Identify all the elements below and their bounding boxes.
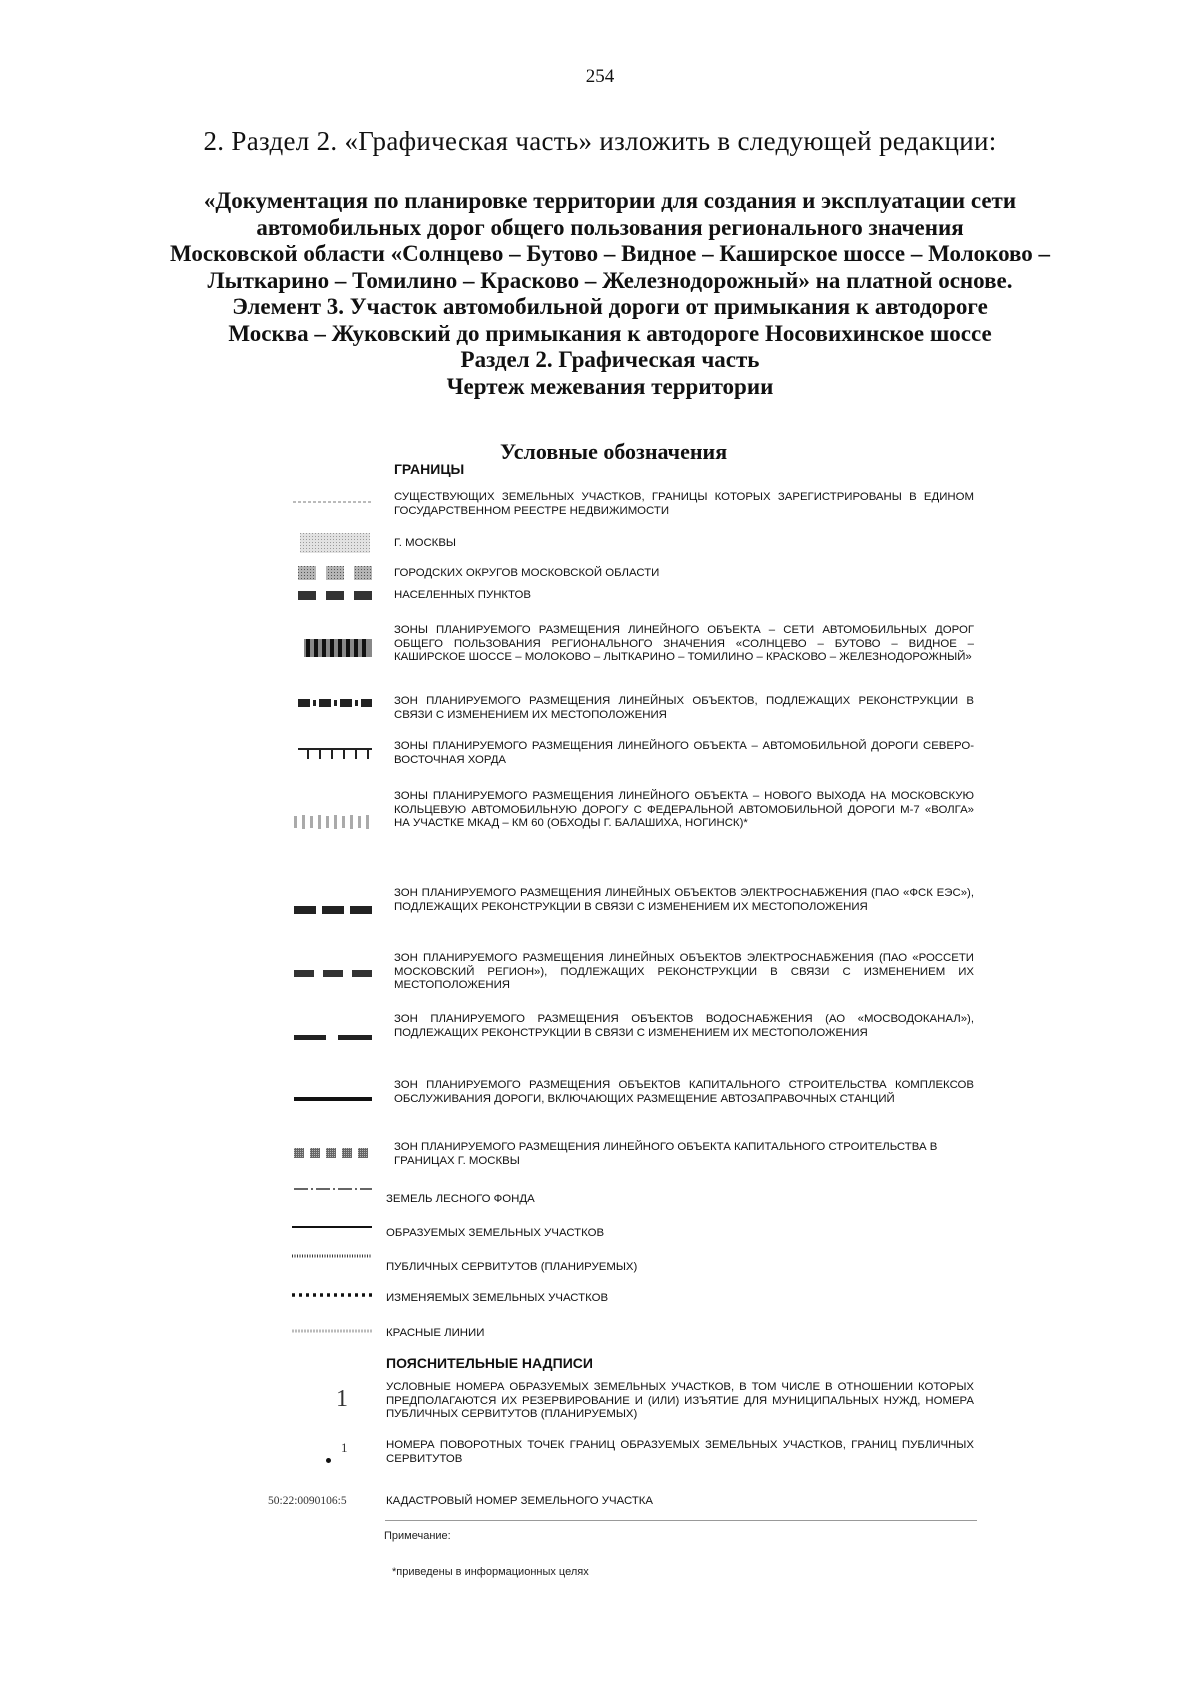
point-number-sample: 1 — [341, 1440, 348, 1455]
solid-bold-line-icon — [294, 1096, 372, 1102]
legend-item-text: ЗОНЫ ПЛАНИРУЕМОГО РАЗМЕЩЕНИЯ ЛИНЕЙНОГО ОБЪЕКТА – СЕТИ АВТОМОБИЛЬНЫХ ДОРОГ ОБЩЕГО ПОЛЬЗОВАНИЯ РЕГИОНАЛЬНОГО ЗНАЧЕНИЯ «СОЛНЦЕВО – БУТОВО – ВИДНОЕ – КАШИРСКОЕ ШОССЕ – МОЛОКОВО – ЛЫТКАРИНО – ТОМИЛИНО – КРАСКОВО – ЖЕЛЕЗНОДОРОЖНЫЙ» — [394, 624, 974, 664]
legend-item-text: ЗОНЫ ПЛАНИРУЕМОГО РАЗМЕЩЕНИЯ ЛИНЕЙНОГО ОБЪЕКТА – НОВОГО ВЫХОДА НА МОСКОВСКУЮ КОЛЬЦЕВУЮ АВТОМОБИЛЬНУЮ ДОРОГУ С ФЕДЕРАЛЬНОЙ АВТОМОБИЛЬНОЙ ДОРОГИ М-7 «ВОЛГА» НА УЧАСТКЕ МКАД – КМ 60 (ОБХОДЫ Г. БАЛАШИХА, НОГИНСК)* — [394, 790, 974, 830]
legend-heading: Условные обозначения — [500, 439, 728, 464]
gray-squares-icon — [298, 566, 372, 580]
solid-thin-line-icon — [292, 1225, 372, 1229]
title-line: Раздел 2. Графическая часть — [460, 347, 760, 372]
title-line: Лыткарино – Томилино – Красково – Железнодорожный» на платной основе. — [207, 267, 1013, 293]
legend-item-text: ЗОН ПЛАНИРУЕМОГО РАЗМЕЩЕНИЯ ОБЪЕКТОВ КАПИТАЛЬНОГО СТРОИТЕЛЬСТВА КОМПЛЕКСОВ ОБСЛУЖИВАНИЯ ДОРОГИ, ВКЛЮЧАЮЩИХ РАЗМЕЩЕНИЕ АВТОЗАПРАВОЧНЫХ СТАНЦИЙ — [394, 1079, 974, 1105]
legend-item-text: СУЩЕСТВУЮЩИХ ЗЕМЕЛЬНЫХ УЧАСТКОВ, ГРАНИЦЫ КОТОРЫХ ЗАРЕГИСТРИРОВАНЫ В ЕДИНОМ ГОСУДАРСТВЕННОМ РЕЕСТРЕ НЕДВИЖИМОСТИ — [394, 491, 974, 517]
legend-item-text: ЗОН ПЛАНИРУЕМОГО РАЗМЕЩЕНИЯ ЛИНЕЙНЫХ ОБЪЕКТОВ ЭЛЕКТРОСНАБЖЕНИЯ (ПАО «ФСК ЕЭС»), ПОДЛЕЖАЩИХ РЕКОНСТРУКЦИИ В СВЯЗИ С ИЗМЕНЕНИЕМ ИХ МЕСТОПОЛОЖЕНИЯ — [394, 887, 974, 913]
dotted-fine-icon — [292, 1254, 372, 1262]
section-intro: 2. Раздел 2. «Графическая часть» изложить в следующей редакции: — [203, 126, 997, 156]
title-line: Чертеж межевания территории — [446, 373, 774, 399]
legend-item-text: ИЗМЕНЯЕМЫХ ЗЕМЕЛЬНЫХ УЧАСТКОВ — [386, 1292, 609, 1304]
vertical-bars-icon — [304, 639, 372, 657]
medium-dashes-icon — [294, 970, 372, 977]
title-line: Москва – Жуковский до примыкания к автодороге Носовихинское шоссе — [228, 320, 992, 346]
legend-item-text: ЗЕМЕЛЬ ЛЕСНОГО ФОНДА — [386, 1193, 535, 1205]
legend-item-text: ГОРОДСКИХ ОКРУГОВ МОСКОВСКОЙ ОБЛАСТИ — [394, 567, 660, 579]
dash-dot-bold-icon — [298, 699, 372, 707]
legend-item-text: ЗОНЫ ПЛАНИРУЕМОГО РАЗМЕЩЕНИЯ ЛИНЕЙНОГО ОБЪЕКТА – АВТОМОБИЛЬНОЙ ДОРОГИ СЕВЕРО-ВОСТОЧНАЯ ХОРДА — [394, 740, 974, 766]
legend-label-text: УСЛОВНЫЕ НОМЕРА ОБРАЗУЕМЫХ ЗЕМЕЛЬНЫХ УЧАСТКОВ, В ТОМ ЧИСЛЕ В ОТНОШЕНИИ КОТОРЫХ ПРЕДПОЛАГАЮТСЯ ИХ РЕЗЕРВИРОВАНИЕ И (ИЛИ) ИЗЪЯТИЕ ДЛЯ МУНИЦИПАЛЬНЫХ НУЖД, НОМЕРА ПУБЛИЧНЫХ СЕРВИТУТОВ (ПЛАНИРУЕМЫХ) — [386, 1381, 974, 1421]
dash-dot-thin-icon — [294, 1186, 372, 1192]
hatched-band-icon — [300, 533, 370, 553]
legend-item-text: ЗОН ПЛАНИРУЕМОГО РАЗМЕЩЕНИЯ ЛИНЕЙНЫХ ОБЪЕКТОВ ЭЛЕКТРОСНАБЖЕНИЯ (ПАО «РОССЕТИ МОСКОВСКИЙ РЕГИОН»), ПОДЛЕЖАЩИХ РЕКОНСТРУКЦИИ В СВЯЗИ С ИЗМЕНЕНИЕМ ИХ МЕСТОПОЛОЖЕНИЯ — [394, 952, 974, 992]
title-line: «Документация по планировке территории для создания и эксплуатации сети — [203, 188, 1017, 213]
dark-dashes-icon — [298, 591, 372, 600]
legend-label-text: КАДАСТРОВЫЙ НОМЕР ЗЕМЕЛЬНОГО УЧАСТКА — [386, 1495, 654, 1507]
legend-item-text: КРАСНЫЕ ЛИНИИ — [386, 1327, 485, 1339]
legend-item-text: НАСЕЛЕННЫХ ПУНКТОВ — [394, 589, 531, 601]
long-dashes-icon — [294, 1035, 372, 1041]
legend-item-text: ЗОН ПЛАНИРУЕМОГО РАЗМЕЩЕНИЯ ЛИНЕЙНЫХ ОБЪЕКТОВ, ПОДЛЕЖАЩИХ РЕКОНСТРУКЦИИ В СВЯЗИ С ИЗМЕНЕНИЕМ ИХ МЕСТОПОЛОЖЕНИЯ — [394, 695, 974, 721]
legend-item-text: ЗОН ПЛАНИРУЕМОГО РАЗМЕЩЕНИЯ ОБЪЕКТОВ ВОДОСНАБЖЕНИЯ (АО «МОСВОДОКАНАЛ»), ПОДЛЕЖАЩИХ РЕКОНСТРУКЦИИ В СВЯЗИ С ИЗМЕНЕНИЕМ ИХ МЕСТОПОЛОЖЕНИЯ — [394, 1013, 974, 1039]
footnote: *приведены в информационных целях — [392, 1566, 589, 1578]
boundaries-section-title: ГРАНИЦЫ — [394, 461, 465, 477]
light-bars-icon — [294, 814, 370, 830]
labels-section-title: ПОЯСНИТЕЛЬНЫЕ НАДПИСИ — [386, 1355, 593, 1371]
title-line: Элемент 3. Участок автомобильной дороги от примыкания к автодороге — [232, 294, 988, 319]
parcel-number-sample: 1 — [336, 1386, 348, 1412]
note-label: Примечание: — [384, 1530, 451, 1542]
title-line: автомобильных дорог общего пользования регионального значения — [256, 214, 964, 240]
title-line: Московской области «Солнцево – Бутово – Видное – Каширское шоссе – Молоково – — [169, 241, 1051, 266]
faint-line-icon — [292, 1328, 372, 1334]
dotted-bold-icon — [292, 1292, 372, 1298]
comb-line-icon — [298, 748, 372, 760]
document-title — [120, 188, 1100, 400]
legend-item-text: Г. МОСКВЫ — [394, 537, 456, 549]
legend-label-text: НОМЕРА ПОВОРОТНЫХ ТОЧЕК ГРАНИЦ ОБРАЗУЕМЫХ ЗЕМЕЛЬНЫХ УЧАСТКОВ, ГРАНИЦ ПУБЛИЧНЫХ СЕРВИТУТОВ — [386, 1439, 974, 1465]
thin-dashed-line-icon — [293, 497, 371, 507]
legend-item-text: ПУБЛИЧНЫХ СЕРВИТУТОВ (ПЛАНИРУЕМЫХ) — [386, 1261, 638, 1273]
legend-item-text: ОБРАЗУЕМЫХ ЗЕМЕЛЬНЫХ УЧАСТКОВ — [386, 1227, 605, 1239]
heavy-dashes-icon — [294, 906, 372, 914]
cadastral-number-sample: 50:22:0090106:5 — [268, 1495, 347, 1507]
small-squares-icon — [294, 1148, 368, 1158]
legend-item-text: ЗОН ПЛАНИРУЕМОГО РАЗМЕЩЕНИЯ ЛИНЕЙНОГО ОБЪЕКТА КАПИТАЛЬНОГО СТРОИТЕЛЬСТВА В ГРАНИЦАХ Г. МОСКВЫ — [394, 1141, 938, 1167]
page-number: 254 — [585, 66, 615, 87]
note-separator — [385, 1520, 977, 1521]
turning-point-icon — [326, 1458, 331, 1463]
